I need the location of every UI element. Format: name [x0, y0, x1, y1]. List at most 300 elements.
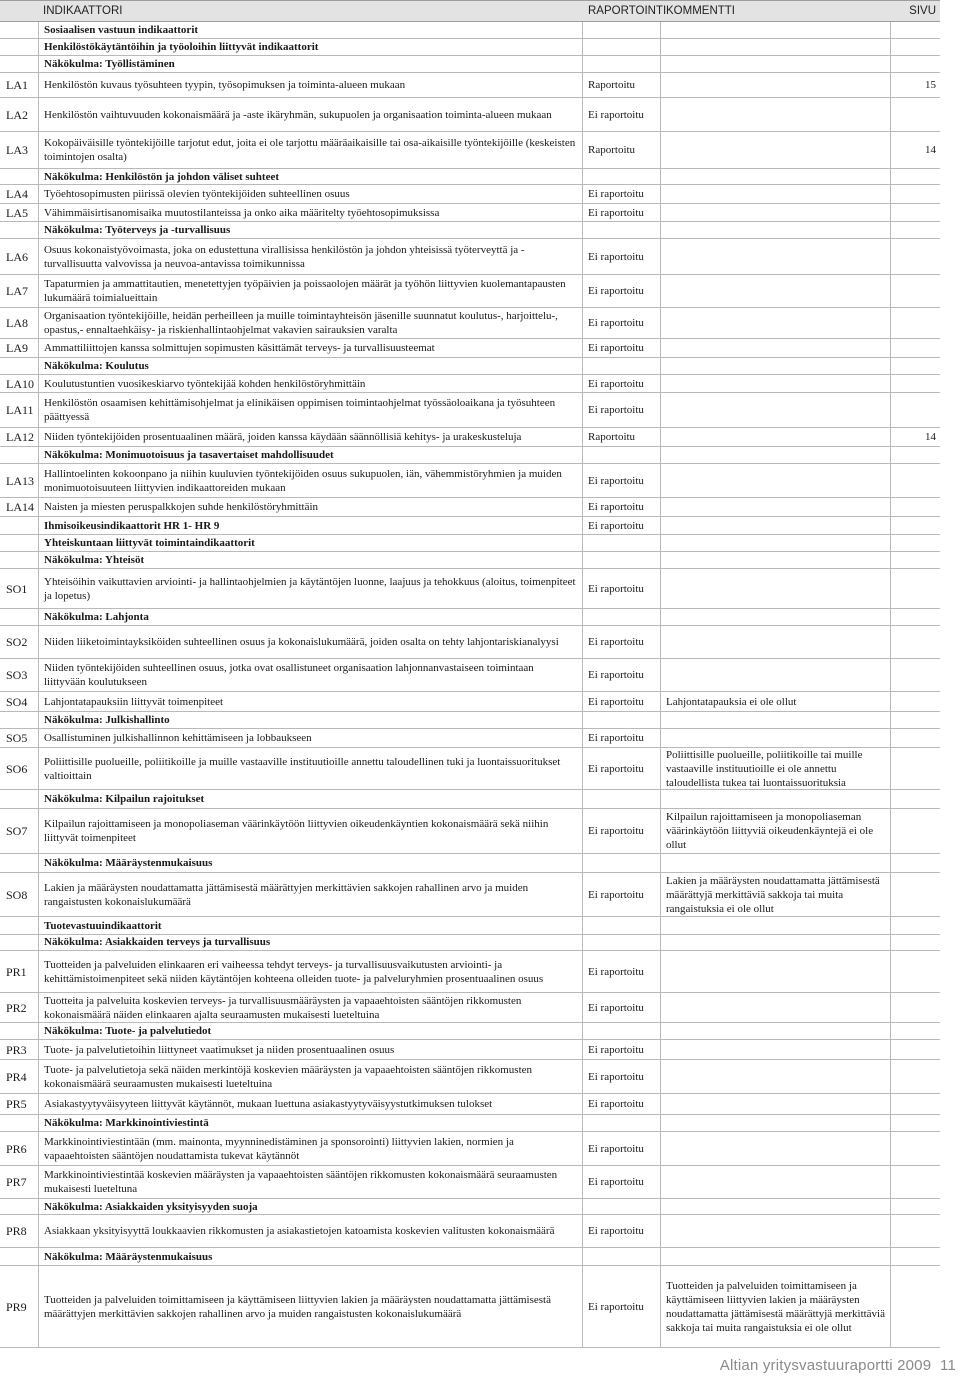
header-comment: KOMMENTTI — [666, 5, 735, 17]
comment-text — [660, 552, 890, 568]
indicator-description: Niiden työntekijöiden suhteellinen osuus, jotka ovat osallistuneet organisaation lahjonnanvastaiseen toimintaan liittyvään koulutukseen — [44, 662, 534, 688]
indicator-description: Tuotevastuuindikaattorit — [44, 919, 162, 932]
indicator-description: Tuote- ja palvelutietoihin liittyneet vaatimukset ja niiden prosentuaalinen osuus — [44, 1043, 395, 1056]
comment-text — [660, 339, 890, 357]
table-section-row — [0, 56, 940, 73]
page-reference — [890, 222, 940, 238]
indicator-description: Lahjontatapauksiin liittyvät toimenpiteet — [44, 695, 224, 708]
indicator-description: Näkökulma: Henkilöstön ja johdon väliset suhteet — [44, 170, 280, 183]
comment-text — [660, 358, 890, 374]
table-row-so4 — [0, 692, 940, 712]
comment-text — [660, 1094, 890, 1114]
table-row-so8 — [0, 873, 940, 917]
page-reference — [890, 626, 940, 658]
reporting-status — [582, 1115, 660, 1131]
reporting-status — [582, 917, 660, 934]
indicator-description: Osallistuminen julkishallinnon kehittämiseen ja lobbaukseen — [44, 732, 312, 744]
page-reference — [890, 692, 940, 711]
indicator-description: Henkilöstön osaamisen kehittämisohjelmat ja elinikäisen oppimisen toimintaohjelmat työssäoloaikana ja työsuhteen päättyessä — [44, 397, 556, 423]
table-section-row — [0, 358, 940, 375]
page-reference — [890, 993, 940, 1022]
comment-text — [660, 239, 890, 274]
comment-text — [660, 535, 890, 551]
table-section-row — [0, 712, 940, 729]
table-row-la11 — [0, 393, 940, 428]
indicator-description: Ihmisoikeusindikaattorit HR 1- HR 9 — [44, 519, 220, 532]
table-row-pr4 — [0, 1060, 940, 1094]
indicator-description: Markkinointiviestintään (mm. mainonta, myynninedistäminen ja sponsorointi) liittyvien lakien, normien ja vapaaehtoisten sääntöjen noudattamista tukevat käytännöt — [44, 1135, 514, 1162]
comment-text — [660, 1199, 890, 1214]
indicator-description: Henkilöstön kuvaus työsuhteen tyypin, työsopimuksen ja toiminta-alueen mukaan — [44, 79, 406, 91]
table-row-pr9 — [0, 1266, 940, 1348]
reporting-status — [582, 790, 660, 808]
comment-text — [660, 917, 890, 934]
indicator-description: Yhteisöihin vaikuttavien arviointi- ja hallintaohjelmien ja käytäntöjen luonne, laajuus ja tehokkuus (aloitus, toimenpiteet ja lopetus) — [44, 575, 576, 602]
comment-text — [660, 132, 890, 168]
indicator-description: Asiakastyytyväisyyteen liittyvät käytännöt, mukaan luettuna asiakastyytyväisyystutkimuksen tulokset — [44, 1098, 493, 1110]
indicator-code: PR9 — [6, 1299, 27, 1314]
comment-text — [660, 308, 890, 338]
table-section-row — [0, 552, 940, 569]
page-reference — [890, 375, 940, 392]
reporting-status: Ei raportoitu — [588, 519, 644, 532]
table-row-la1 — [0, 73, 940, 98]
reporting-status: Ei raportoitu — [588, 501, 644, 513]
reporting-status — [582, 609, 660, 625]
indicator-code: PR1 — [6, 964, 27, 979]
reporting-status: Ei raportoitu — [588, 1300, 644, 1313]
reporting-status — [582, 447, 660, 463]
indicator-code: LA13 — [6, 473, 34, 488]
reporting-status: Ei raportoitu — [588, 636, 644, 648]
reporting-status — [582, 22, 660, 38]
page-reference — [890, 98, 940, 131]
indicator-code: PR8 — [6, 1224, 27, 1238]
indicator-description: Näkökulma: Kilpailun rajoitukset — [44, 793, 205, 805]
indicator-code — [0, 790, 38, 808]
table-section-row — [0, 535, 940, 552]
indicator-code: LA8 — [6, 316, 28, 330]
comment-text — [660, 712, 890, 728]
table-row-pr6 — [0, 1132, 940, 1166]
indicator-code: SO1 — [6, 581, 28, 596]
reporting-status: Raportoitu — [588, 431, 636, 443]
indicator-code — [0, 447, 38, 463]
page-reference — [890, 659, 940, 691]
table-section-row — [0, 934, 940, 951]
table-row-so5 — [0, 729, 940, 748]
reporting-status: Ei raportoitu — [588, 250, 644, 263]
page-reference — [890, 1132, 940, 1165]
page-reference — [890, 517, 940, 534]
table-section-row — [0, 1115, 940, 1132]
reporting-status: Ei raportoitu — [588, 342, 644, 354]
reporting-status: Ei raportoitu — [588, 1225, 644, 1237]
indicator-description: Tuotteiden ja palveluiden elinkaaren eri vaiheessa tehdyt terveys- ja turvallisuusvaikutusten arviointi- ja kehittämistoimenpiteet sekä niiden käytäntöjen kohteena olleiden tuote- ja palveluryhmien prosentuaalinen osuus — [44, 958, 544, 985]
indicator-description: Kilpailun rajoittamiseen ja monopoliaseman väärinkäytöön liittyvien oikeudenkäyntien kokonaismäärä sekä niihin liittyvät toimenpiteet — [44, 818, 549, 844]
indicator-code — [0, 1199, 38, 1214]
page-reference — [890, 1199, 940, 1214]
table-row-la5 — [0, 204, 940, 222]
page-reference — [890, 56, 940, 72]
indicator-code: LA9 — [6, 341, 28, 355]
table-row-pr2 — [0, 993, 940, 1023]
page-reference — [890, 1060, 940, 1093]
reporting-status: Ei raportoitu — [588, 1176, 644, 1188]
indicator-description: Näkökulma: Lahjonta — [44, 611, 149, 623]
indicator-description: Näkökulma: Julkishallinto — [44, 714, 170, 726]
reporting-status — [582, 169, 660, 184]
comment-text — [660, 39, 890, 55]
table-row-la13 — [0, 464, 940, 498]
reporting-status: Ei raportoitu — [588, 108, 644, 121]
table-row-so3 — [0, 659, 940, 692]
indicator-description: Näkökulma: Työllistäminen — [44, 58, 175, 70]
table-section-row — [0, 1199, 940, 1215]
page-reference — [890, 748, 940, 789]
reporting-status: Ei raportoitu — [588, 188, 644, 200]
table-row-pr3 — [0, 1040, 940, 1060]
page-reference — [890, 552, 940, 568]
reporting-status: Ei raportoitu — [588, 285, 644, 297]
comment-text — [660, 1166, 890, 1198]
table-header — [0, 0, 940, 22]
reporting-status — [582, 1199, 660, 1214]
comment-text — [660, 993, 890, 1022]
indicator-description: Lakien ja määräysten noudattamatta jättämisestä määrättyjen merkittävien sakkojen rahallinen arvo ja muiden rangaistusten kokonaislukumäärä — [44, 881, 529, 908]
reporting-status — [582, 535, 660, 551]
table-row-la14 — [0, 498, 940, 517]
comment-text — [660, 1023, 890, 1039]
table-section-row — [0, 22, 940, 39]
indicator-code: PR2 — [6, 1000, 27, 1015]
comment-text — [660, 1248, 890, 1265]
page-reference — [890, 1023, 940, 1039]
reporting-status — [582, 854, 660, 872]
reporting-status: Raportoitu — [588, 79, 636, 91]
table-row-so1 — [0, 569, 940, 609]
comment-text — [660, 626, 890, 658]
reporting-status: Ei raportoitu — [588, 732, 644, 744]
reporting-status: Ei raportoitu — [588, 1001, 644, 1014]
table-row-la2 — [0, 98, 940, 132]
page-reference — [890, 464, 940, 497]
comment-text — [660, 951, 890, 992]
table-section-row — [0, 790, 940, 809]
page-reference — [890, 917, 940, 934]
page-reference — [890, 1248, 940, 1265]
table-row-la6 — [0, 239, 940, 275]
indicator-description: Tuotteiden ja palveluiden toimittamiseen ja käyttämiseen liittyvien lakien ja määräysten noudattamatta jättämisestä määrättyjen merkittävien sakkojen rahallinen arvo ja muiden rangaistusten kokonaislukumäärä — [44, 1293, 551, 1320]
indicator-code — [0, 1115, 38, 1131]
comment-text — [660, 609, 890, 625]
page-reference — [890, 1040, 940, 1059]
reporting-status — [582, 934, 660, 950]
table-row-so7 — [0, 809, 940, 854]
comment-text — [660, 1215, 890, 1247]
table-row-so6 — [0, 748, 940, 790]
page-reference — [890, 569, 940, 608]
reporting-status: Ei raportoitu — [588, 206, 644, 219]
reporting-status: Ei raportoitu — [588, 317, 644, 329]
table-row-so2 — [0, 626, 940, 659]
table-section-row — [0, 609, 940, 626]
table-row-la9 — [0, 339, 940, 358]
table-section-row — [0, 169, 940, 185]
reporting-status: Ei raportoitu — [588, 762, 644, 775]
reporting-status: Ei raportoitu — [588, 404, 644, 416]
indicator-description: Kokopäiväisille työntekijöille tarjotut edut, joita ei ole tarjottu määräaikaisille tai osa-aikaisille työntekijöille (keskeisten toimintojen osalta) — [44, 137, 576, 163]
comment-text — [660, 498, 890, 516]
indicator-description: Näkökulma: Määräystenmukaisuus — [44, 857, 213, 869]
indicator-code: PR5 — [6, 1097, 27, 1111]
page-reference — [890, 393, 940, 427]
indicator-description: Koulutustuntien vuosikeskiarvo työntekijää kohden henkilöstöryhmittäin — [44, 377, 366, 390]
comment-text — [660, 204, 890, 221]
indicator-code: LA7 — [6, 284, 28, 298]
page-reference — [890, 1266, 940, 1347]
indicator-description: Näkökulma: Markkinointiviestintä — [44, 1117, 209, 1129]
reporting-status — [582, 39, 660, 55]
comment-text — [660, 275, 890, 307]
table-section-row — [0, 1023, 940, 1040]
footer-page-number: 11 — [940, 1357, 956, 1374]
indicator-code: LA10 — [6, 376, 34, 391]
table-row-la12 — [0, 428, 940, 447]
indicator-description: Henkilöstön vaihtuvuuden kokonaismäärä ja -aste ikäryhmän, sukupuolen ja organisaation toiminta-alueen mukaan — [44, 108, 552, 121]
page-reference: 15 — [925, 79, 936, 91]
indicator-description: Markkinointiviestintää koskevien määräysten ja vapaaehtoisten sääntöjen rikkomusten kokonaismäärä seuraamusten mukaisesti lueteltuna — [44, 1169, 558, 1195]
header-reporting: RAPORTOINTI — [588, 5, 667, 17]
indicator-code — [0, 22, 38, 38]
reporting-status: Ei raportoitu — [588, 474, 644, 487]
comment-text — [660, 73, 890, 97]
indicator-code: LA5 — [6, 205, 28, 220]
comment-text — [660, 854, 890, 872]
indicator-code — [0, 169, 38, 184]
comment-text: Kilpailun rajoittamiseen ja monopoliaseman väärinkäytöön liittyviä oikeudenkäyntejä ei ole ollut — [666, 811, 874, 851]
indicator-description: Näkökulma: Asiakkaiden yksityisyyden suoja — [44, 1200, 258, 1213]
page-reference — [890, 239, 940, 274]
indicator-code — [0, 517, 38, 534]
indicator-description: Näkökulma: Yhteisöt — [44, 554, 145, 566]
indicator-description: Niiden työntekijöiden prosentuaalinen määrä, joiden kanssa käydään säännöllisiä kehitys- ja urakeskusteluja — [44, 431, 522, 443]
table-row-la7 — [0, 275, 940, 308]
reporting-status: Ei raportoitu — [588, 888, 644, 901]
comment-text — [660, 222, 890, 238]
table-section-row — [0, 517, 940, 535]
indicator-code — [0, 1023, 38, 1039]
comment-text: Poliittisille puolueille, poliitikoille tai muille vastaaville instituutioille ei ole annettu taloudellista tukea tai luontaissuorituksia — [666, 748, 863, 789]
page-reference — [890, 712, 940, 728]
indicator-code — [0, 712, 38, 728]
indicator-description: Vähimmäisirtisanomisaika muutostilanteissa ja onko aika määritelty työehtosopimuksissa — [44, 206, 440, 219]
page-reference: 14 — [925, 431, 936, 443]
page-reference — [890, 204, 940, 221]
table-section-row — [0, 447, 940, 464]
indicator-description: Osuus kokonaistyövoimasta, joka on edustettuna virallisissa henkilöstön ja johdon yhteisissä työterveyttä ja -turvallisuutta valvovissa ja neuvoa-antavissa toimikunnissa — [44, 243, 525, 270]
indicator-code: SO6 — [6, 761, 28, 776]
comment-text — [660, 1132, 890, 1165]
indicator-code: PR4 — [6, 1069, 27, 1084]
comment-text — [660, 185, 890, 203]
indicator-description: Poliittisille puolueille, poliitikoille ja muille vastaaville instituutioille annettu taloudellinen tuki ja luontaissuoritukset valtioittain — [44, 755, 561, 782]
indicator-code: PR6 — [6, 1141, 27, 1156]
comment-text — [660, 169, 890, 184]
indicator-description: Hallintoelinten kokoonpano ja niihin kuuluvien työntekijöiden osuus sukupuolen, iän, vähemmistöryhmien ja muiden monimuotoisuuteen liittyvien indikaattoreiden mukaan — [44, 467, 562, 494]
comment-text — [660, 729, 890, 747]
indicator-code: LA4 — [6, 187, 28, 201]
indicator-code — [0, 358, 38, 374]
page-reference — [890, 39, 940, 55]
page-reference — [890, 22, 940, 38]
indicator-code — [0, 854, 38, 872]
page-reference — [890, 1215, 940, 1247]
page-reference — [890, 535, 940, 551]
indicator-code: PR7 — [6, 1175, 27, 1189]
table-section-row — [0, 854, 940, 873]
indicator-description: Näkökulma: Koulutus — [44, 360, 149, 372]
page-reference — [890, 339, 940, 357]
page-reference — [890, 169, 940, 184]
reporting-status: Ei raportoitu — [588, 1142, 644, 1155]
header-indicators: INDIKAATTORI — [43, 5, 123, 17]
indicator-code — [0, 609, 38, 625]
indicator-code: LA14 — [6, 500, 34, 514]
comment-text — [660, 1040, 890, 1059]
comment-text — [660, 375, 890, 392]
page-footer — [720, 1357, 956, 1374]
reporting-status: Ei raportoitu — [588, 1070, 644, 1083]
table-row-la4 — [0, 185, 940, 204]
page-reference: 14 — [925, 144, 936, 156]
indicator-code — [0, 56, 38, 72]
comment-text — [660, 1115, 890, 1131]
reporting-status: Ei raportoitu — [588, 669, 644, 681]
indicator-code — [0, 934, 38, 950]
indicator-code: LA12 — [6, 430, 34, 444]
comment-text: Tuotteiden ja palveluiden toimittamiseen ja käyttämiseen liittyvien lakien ja määräysten noudattamatta jättämisestä määrättyjä merkittäviä sakkoja tai muita rangaistuksia ei ole ollut — [666, 1279, 885, 1334]
page-reference — [890, 1166, 940, 1198]
footer-title: Altian yritysvastuuraportti 2009 — [719, 1357, 932, 1374]
reporting-status — [582, 1023, 660, 1039]
indicator-code: LA1 — [6, 78, 28, 92]
indicator-code — [0, 535, 38, 551]
page-reference — [890, 308, 940, 338]
reporting-status: Ei raportoitu — [588, 1043, 644, 1056]
indicator-code: PR3 — [6, 1042, 27, 1057]
reporting-status — [582, 712, 660, 728]
indicator-code — [0, 222, 38, 238]
indicator-description: Näkökulma: Tuote- ja palvelutiedot — [44, 1025, 212, 1037]
page-reference — [890, 854, 940, 872]
comment-text — [660, 517, 890, 534]
indicator-description: Tuote- ja palvelutietoja sekä näiden merkintöjä koskevien määräysten ja vapaaehtoisten sääntöjen rikkomusten kokonaismäärä seuraamusten mukaisesti lueteltuina — [44, 1063, 533, 1090]
table-section-row — [0, 1248, 940, 1266]
indicator-description: Työehtosopimusten piirissä olevien työntekijöiden suhteellinen osuus — [44, 188, 350, 200]
comment-text — [660, 1060, 890, 1093]
page-reference — [890, 934, 940, 950]
comment-text — [660, 98, 890, 131]
indicator-code: SO8 — [6, 887, 28, 902]
indicator-description: Tapaturmien ja ammattitautien, menetettyjen työpäivien ja poissaolojen määrät ja työhön liittyvien kuolemantapausten lukumäärä toimialueittain — [44, 278, 566, 304]
indicator-description: Niiden liiketoimintayksiköiden suhteellinen osuus ja kokonaislukumäärä, joiden osalta on tehty lahjontariskianalyysi — [44, 636, 559, 648]
header-page: SIVU — [909, 5, 936, 17]
comment-text — [660, 934, 890, 950]
reporting-status: Ei raportoitu — [588, 1098, 644, 1110]
reporting-status — [582, 358, 660, 374]
indicator-code: LA6 — [6, 249, 28, 264]
indicator-code: SO2 — [6, 635, 28, 649]
comment-text — [660, 428, 890, 446]
indicator-code: SO3 — [6, 668, 28, 682]
reporting-status — [582, 1248, 660, 1265]
indicator-description: Näkökulma: Monimuotoisuus ja tasavertaiset mahdollisuudet — [44, 449, 334, 461]
page-reference — [890, 447, 940, 463]
page-reference — [890, 790, 940, 808]
table-row-pr1 — [0, 951, 940, 993]
indicator-code: SO5 — [6, 731, 28, 745]
reporting-status — [582, 552, 660, 568]
indicator-description: Tuotteita ja palveluita koskevien terveys- ja turvallisuusmääräysten ja vapaaehtoisten sääntöjen rikkomusten kokonaismäärä näiden elinkaaren ajalta seuraamusten mukaisesti lueteltuina — [44, 994, 522, 1021]
table-row-la8 — [0, 308, 940, 339]
page-reference — [890, 729, 940, 747]
indicator-description: Sosiaalisen vastuun indikaattorit — [44, 24, 199, 36]
indicator-description: Naisten ja miesten peruspalkkojen suhde henkilöstöryhmittäin — [44, 501, 319, 513]
indicator-code — [0, 552, 38, 568]
reporting-status: Raportoitu — [588, 144, 636, 156]
comment-text — [660, 56, 890, 72]
comment-text — [660, 22, 890, 38]
comment-text — [660, 790, 890, 808]
page-reference — [890, 185, 940, 203]
table-row-la10 — [0, 375, 940, 393]
indicator-code — [0, 39, 38, 55]
page-reference — [890, 1094, 940, 1114]
comment-text — [660, 569, 890, 608]
reporting-status: Ei raportoitu — [588, 965, 644, 978]
comment-text — [660, 659, 890, 691]
indicator-code: LA11 — [6, 403, 34, 417]
table-section-row — [0, 39, 940, 56]
reporting-status — [582, 222, 660, 238]
table-row-pr8 — [0, 1215, 940, 1248]
comment-text — [660, 393, 890, 427]
indicator-code: SO4 — [6, 694, 28, 709]
table-section-row — [0, 917, 940, 935]
page-reference — [890, 609, 940, 625]
page-reference — [890, 1115, 940, 1131]
page-reference — [890, 809, 940, 853]
comment-text: Lakien ja määräysten noudattamatta jättämisestä määrättyjä merkittäviä sakkoja tai muita rangaistuksia ei ole ollut — [666, 874, 880, 915]
indicator-code — [0, 1248, 38, 1265]
comment-text — [660, 464, 890, 497]
indicator-description: Organisaation työntekijöille, heidän perheilleen ja muille toimintayhteisön jäsenille suunnatut koulutus-, harjoittelu-, opastus,- ennaltaehkäisy- ja riskienhallintaohjelmat vakavien sairauksien varalta — [44, 310, 558, 336]
indicator-code — [0, 917, 38, 934]
indicator-code: LA3 — [6, 143, 28, 157]
comment-text — [660, 447, 890, 463]
page-reference — [890, 275, 940, 307]
reporting-status: Ei raportoitu — [588, 377, 644, 390]
table-row-pr5 — [0, 1094, 940, 1115]
indicator-description: Näkökulma: Asiakkaiden terveys ja turvallisuus — [44, 936, 271, 948]
page-reference — [890, 951, 940, 992]
reporting-status — [582, 56, 660, 72]
comment-text: Lahjontatapauksia ei ole ollut — [666, 695, 797, 708]
reporting-status: Ei raportoitu — [588, 695, 644, 708]
page-reference — [890, 358, 940, 374]
page-reference — [890, 498, 940, 516]
